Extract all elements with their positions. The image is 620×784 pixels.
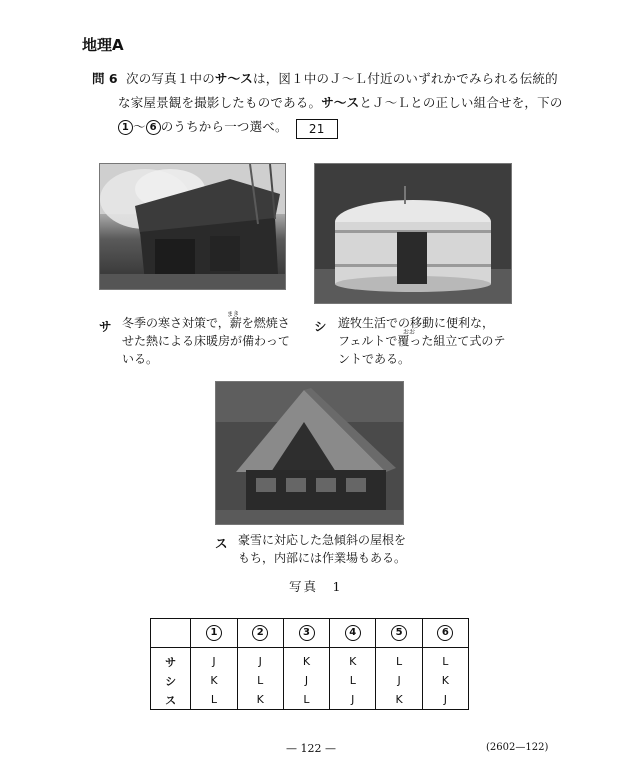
photo-su-gassho-house — [215, 381, 404, 525]
table-cell: L — [237, 671, 283, 690]
ruby-oo: おお — [403, 329, 416, 336]
table-cell: L — [191, 690, 237, 710]
caption-line: せた熱による床暖房が備わって — [122, 334, 290, 348]
table-cell: J — [237, 648, 283, 672]
question-text: ～ — [133, 119, 146, 134]
caption-line: フェルトで覆った組立て式のテ — [338, 334, 506, 348]
question-text: な家屋景観を撮影したものである。 — [118, 95, 322, 110]
subject-header: 地理A — [82, 36, 124, 54]
caption-sa-text — [122, 314, 290, 368]
table-cell: J — [191, 648, 237, 672]
table-header-row — [151, 619, 469, 648]
caption-letter: シ — [314, 319, 327, 334]
gassho-house-image — [216, 382, 403, 524]
table-corner-cell — [151, 619, 191, 648]
row-label: ス — [151, 690, 191, 710]
caption-line: 遊牧生活での移動に便利な， — [338, 316, 495, 330]
table-header-cell — [422, 619, 468, 648]
table-row — [151, 648, 469, 672]
table-cell: K — [422, 671, 468, 690]
question-text: とＪ～Ｌとの正しい組合せを，下の — [359, 95, 563, 110]
caption-line: いる。 — [122, 352, 159, 366]
caption-shi — [314, 316, 327, 335]
question-text: 次の写真１中の — [126, 71, 215, 86]
choice-number-circle: 6 — [437, 625, 453, 641]
table-header-cell — [237, 619, 283, 648]
table-row — [151, 671, 469, 690]
caption-line: 豪雪に対応した急傾斜の屋根を — [238, 533, 407, 547]
table-cell: J — [376, 671, 422, 690]
table-cell: L — [283, 690, 329, 710]
table-cell: L — [330, 671, 376, 690]
table-row — [151, 690, 469, 710]
table-cell: K — [237, 690, 283, 710]
choice-number-circle: 5 — [391, 625, 407, 641]
question-emphasis: サ～ス — [321, 95, 360, 110]
table-cell: K — [330, 648, 376, 672]
table-cell: K — [191, 671, 237, 690]
choice-number-circle: 1 — [206, 625, 222, 641]
caption-letter: サ — [99, 319, 112, 334]
question-text: は，図１中のＪ～Ｌ付近のいずれかでみられる伝統的 — [253, 71, 558, 86]
ruby-maki: まき — [227, 311, 240, 318]
page-number: — 122 — — [286, 742, 336, 755]
answer-box[interactable]: 21 — [296, 119, 338, 139]
photo-sa-log-house — [99, 163, 286, 290]
caption-line: もち，内部には作業場もある。 — [238, 551, 407, 565]
question-line-3 — [118, 117, 338, 139]
table-cell: J — [330, 690, 376, 710]
row-label: シ — [151, 671, 191, 690]
choice-number-circle: 1 — [118, 120, 133, 135]
caption-line: 冬季の寒さ対策で，薪を燃焼さ — [122, 316, 290, 330]
question-line-2 — [118, 93, 563, 111]
table-cell: L — [422, 648, 468, 672]
row-label: サ — [151, 648, 191, 672]
caption-line: ントである。 — [338, 352, 411, 366]
exam-code: (2602—122) — [486, 742, 549, 753]
table-cell: L — [376, 648, 422, 672]
table-cell: K — [376, 690, 422, 710]
choice-number-circle: 2 — [252, 625, 268, 641]
table-cell: K — [283, 648, 329, 672]
caption-shi-text — [338, 314, 505, 368]
choice-number-circle: 4 — [345, 625, 361, 641]
photo-title: 写真 1 — [289, 579, 343, 594]
choice-number-circle: 6 — [146, 120, 161, 135]
answer-combination-table — [150, 618, 469, 710]
table-header-cell — [283, 619, 329, 648]
choice-number-circle: 3 — [299, 625, 315, 641]
caption-letter: ス — [215, 536, 228, 551]
table-header-cell — [376, 619, 422, 648]
caption-sa — [99, 316, 112, 335]
question-emphasis: サ～ス — [214, 71, 254, 86]
question-text: のうちから一つ選べ。 — [160, 119, 288, 134]
table-header-cell — [191, 619, 237, 648]
photo-shi-yurt — [314, 163, 512, 304]
log-house-image — [100, 164, 285, 289]
caption-su — [215, 533, 228, 552]
table-cell: J — [283, 671, 329, 690]
question-line-1 — [126, 69, 558, 87]
yurt-image — [315, 164, 511, 303]
caption-su-text — [238, 531, 406, 567]
table-cell: J — [422, 690, 468, 710]
question-number: 問 6 — [92, 71, 118, 86]
table-header-cell — [330, 619, 376, 648]
